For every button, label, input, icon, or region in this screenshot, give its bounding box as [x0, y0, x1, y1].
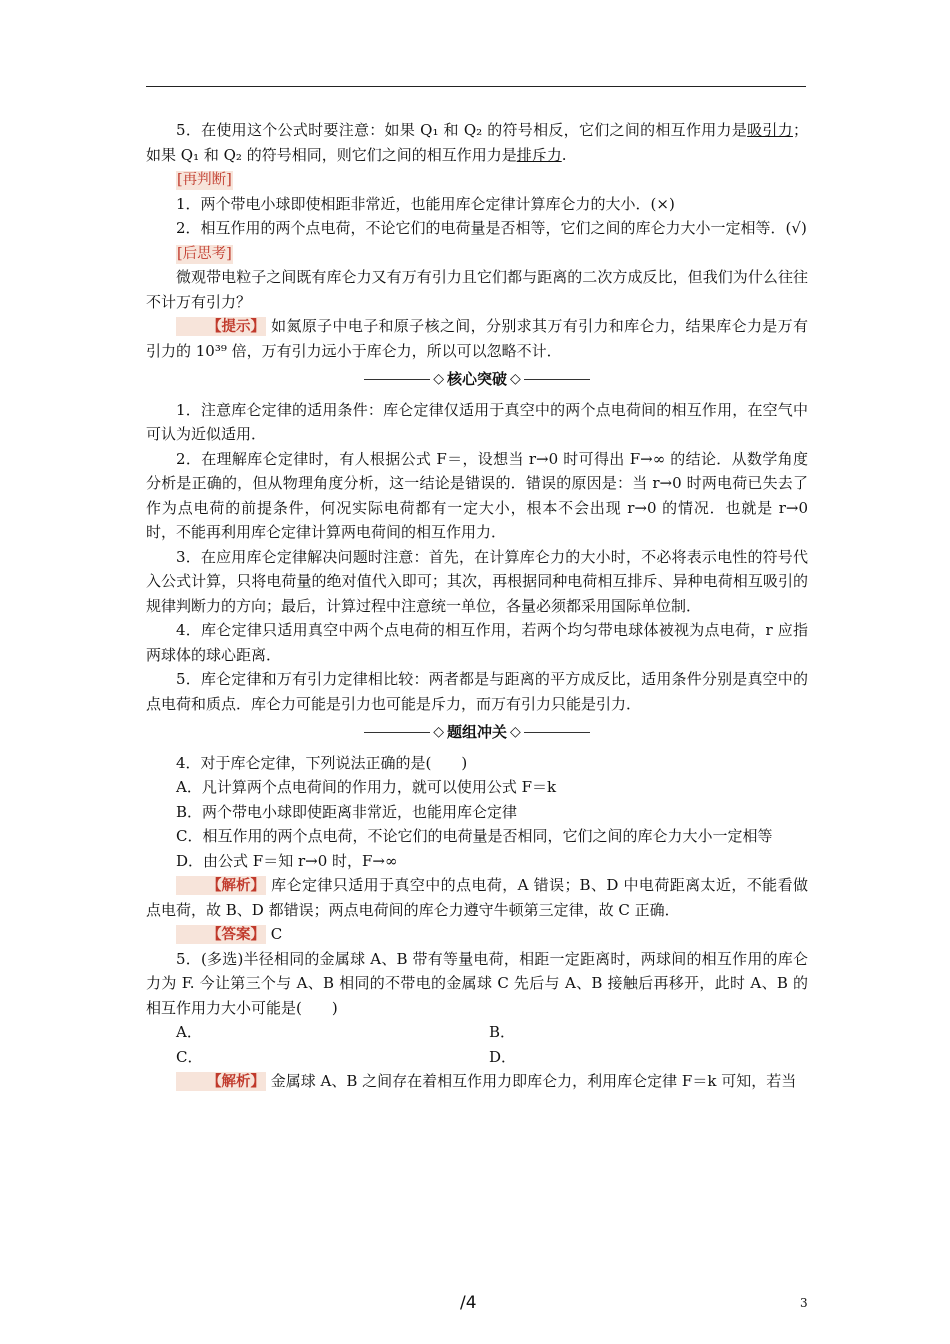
group-banner — [146, 720, 808, 745]
core-point-5: 5．库仑定律和万有引力定律相比较：两者都是与距离的平方成反比，适用条件分别是真空中的点电荷和质点．库仑力可能是引力也可能是斥力，而万有引力只能是引力． — [146, 670, 808, 713]
q5-option-b: B． — [489, 1023, 516, 1041]
answer-text: C — [266, 925, 283, 943]
diamond-icon: ◇ — [433, 724, 444, 740]
core-point-4: 4．库仑定律只适用真空中两个点电荷的相互作用，若两个均匀带电球体被视为点电荷，r 应指两球体的球心距离． — [146, 621, 808, 664]
diamond-icon: ◇ — [510, 371, 521, 387]
diamond-icon: ◇ — [510, 724, 521, 740]
q4-answer — [146, 922, 808, 947]
core-banner — [146, 367, 808, 392]
q4-option-b: B．两个带电小球即使距离非常近，也能用库仑定律 — [176, 802, 518, 821]
q5-options-row-1 — [146, 1020, 808, 1045]
judge-item-2: 2．相互作用的两个点电荷，不论它们的电荷量是否相等，它们之间的库仑力大小一定相等．(√) — [176, 219, 807, 237]
page-number: 3 — [800, 1296, 808, 1310]
analysis-text: 金属球 A、B 之间存在着相互作用力即库仑力，利用库仑定律 F＝k 可知，若当 — [266, 1072, 797, 1090]
diamond-icon: ◇ — [433, 371, 444, 387]
para5-text: 5．在使用这个公式时要注意：如果 Q₁ 和 Q₂ 的符号相反，它们之间的相互作用力是 — [176, 121, 748, 139]
rejudge-tag-row — [146, 167, 808, 192]
hint-text: 如氮原子中电子和原子核之间，分别求其万有引力和库仑力，结果库仑力是万有引力的 10³⁹ 倍，万有引力远小于库仑力，所以可以忽略不计． — [146, 317, 808, 360]
banner-line-right — [524, 732, 590, 733]
q5-option-d: D． — [489, 1047, 517, 1066]
q5-option-c: C． — [176, 1047, 203, 1066]
para5-end: . — [561, 145, 567, 164]
think-tag-row — [146, 241, 808, 266]
analysis-label: 【解析】 — [176, 1072, 266, 1091]
q5-option-a: A． — [176, 1023, 202, 1041]
question-4: 4．对于库仑定律，下列说法正确的是( ) — [176, 753, 468, 772]
banner-title: 核心突破 — [446, 370, 507, 388]
header-rule — [146, 86, 806, 87]
q4-option-a: A．凡计算两个点电荷间的作用力，就可以使用公式 F＝k — [176, 778, 557, 796]
attract-term: 吸引力 — [747, 121, 793, 139]
para5-mid: ；如果 Q₁ 和 Q₂ 的符号相同，则它们之间的相互作用力是 — [146, 121, 808, 164]
hint-paragraph — [146, 314, 808, 363]
analysis-text: 库仑定律只适用于真空中的点电荷，A 错误；B、D 中电荷距离太近，不能看做点电荷，故 B、D 都错误；两点电荷间的库仑力遵守牛顿第三定律，故 C 正确． — [146, 876, 808, 919]
banner-line-right — [524, 379, 590, 380]
analysis-label: 【解析】 — [176, 876, 266, 895]
banner-line-left — [364, 379, 430, 380]
hint-label: 【提示】 — [176, 317, 266, 336]
answer-label: 【答案】 — [176, 925, 266, 944]
banner-line-left — [364, 732, 430, 733]
q5-analysis — [146, 1069, 808, 1094]
judge-item-1: 1．两个带电小球即使相距非常近，也能用库仑定律计算库仑力的大小．(×) — [176, 194, 675, 213]
think-question: 微观带电粒子之间既有库仑力又有万有引力且它们都与距离的二次方成反比，但我们为什么往往不计万有引力？ — [146, 268, 808, 311]
core-point-1: 1．注意库仑定律的适用条件：库仑定律仅适用于真空中的两个点电荷间的相互作用，在空气中可认为近似适用． — [146, 400, 808, 443]
core-point-3: 3．在应用库仑定律解决问题时注意：首先，在计算库仑力的大小时，不必将表示电性的符号代入公式计算，只将电荷量的绝对值代入即可；其次，再根据同种电荷相互排斥、异种电荷相互吸引的规律判断力的方向；最后，计算过程中注意统一单位，各量必须都采用国际单位制． — [146, 547, 808, 615]
banner-title: 题组冲关 — [446, 723, 507, 741]
q4-analysis — [146, 873, 808, 922]
q4-option-d: D．由公式 F＝知 r→0 时，F→∞ — [176, 851, 398, 870]
q4-option-c: C．相互作用的两个点电荷，不论它们的电荷量是否相同，它们之间的库仑力大小一定相等 — [176, 827, 773, 845]
q5-options-row-2 — [146, 1045, 808, 1070]
paragraph-5 — [146, 118, 808, 167]
repel-term: 排斥力 — [516, 145, 562, 164]
core-point-2: 2．在理解库仑定律时，有人根据公式 F＝，设想当 r→0 时可得出 F→∞ 的结论．从数学角度分析是正确的，但从物理角度分析，这一结论是错误的．错误的原因是：当 r→0 时两电荷已失去了作为点电荷的前提条件，何况实际电荷都有一定大小，根本不会出现 r→0 的情况．也就是 r→0 时，不能再利用库仑定律计算两电荷间的相互作用力． — [146, 449, 808, 541]
question-5: 5．(多选)半径相同的金属球 A、B 带有等量电荷，相距一定距离时，两球间的相互作用的库仑力为 F. 今让第三个与 A、B 相同的不带电的金属球 C 先后与 A、B 接触后再移开，此时 A、B 的相互作用力大小可能是( ) — [146, 949, 808, 1017]
think-tag: [后思考] — [177, 245, 232, 262]
rejudge-tag: [再判断] — [177, 172, 232, 188]
page-total: /4 — [460, 1293, 477, 1313]
page-content — [146, 118, 808, 1094]
